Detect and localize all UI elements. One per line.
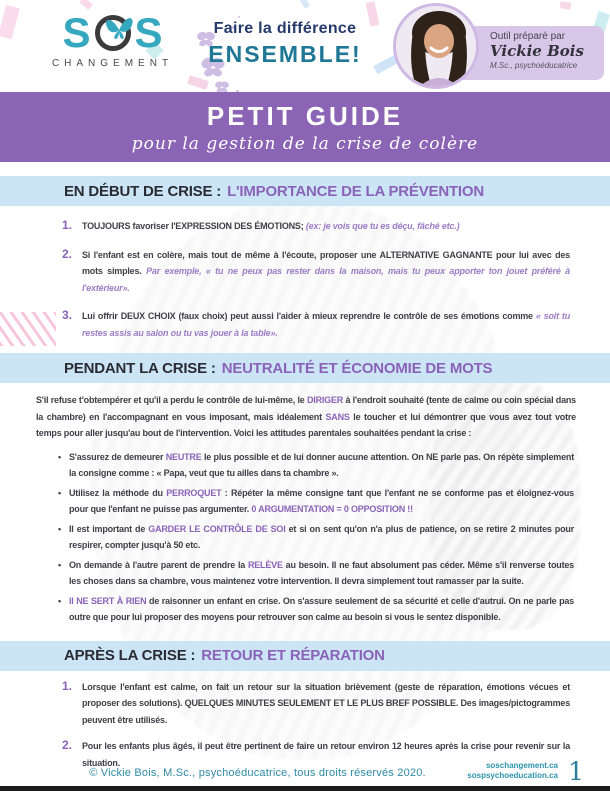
- prepared-by-label: Outil préparé par: [490, 31, 566, 42]
- copyright-text: © Vickie Bois, M.Sc., psychoéducatrice, tous droits réservés 2020.: [89, 767, 426, 779]
- section-heading-purple: NEUTRALITÉ ET ÉCONOMIE DE MOTS: [221, 359, 493, 377]
- bullet-glyph: •: [58, 451, 62, 462]
- section-3-heading: [0, 641, 610, 671]
- item-number: 3.: [62, 308, 73, 322]
- item-number: 2.: [62, 738, 73, 752]
- guide-subtitle: pour la gestion de la crise de colère: [131, 134, 479, 154]
- bottom-bar: [0, 786, 610, 791]
- page-number: 1: [568, 757, 584, 786]
- item-number: 1.: [62, 218, 73, 232]
- tagline: [190, 20, 380, 68]
- section-heading-purple: RETOUR ET RÉPARATION: [201, 647, 385, 664]
- section-1-list: [0, 206, 610, 341]
- bullet-text: On demande à l'autre parent de prendre la RELÈVE au besoin. Il ne faut absolument pas céder. Même s'il renverse toutes les choses dans sa chambre, vous maintenez votre intervention. Il devra simplement tout ramasser par la suite.: [69, 559, 574, 586]
- title-banner: [0, 92, 610, 162]
- logo-subtitle: CHANGEMENT: [51, 58, 174, 69]
- website-url-2: sospsychoeducation.ca: [467, 771, 558, 780]
- bullet-item: [58, 449, 574, 482]
- section-heading-dark: APRÈS LA CRISE :: [64, 647, 196, 664]
- bullet-item: [58, 521, 574, 554]
- confetti-decoration: [559, 1, 571, 10]
- bullet-glyph: •: [58, 487, 62, 498]
- numbered-item: [62, 308, 570, 341]
- page-header: [0, 0, 610, 92]
- item-text: Lui offrir DEUX CHOIX (faux choix) peut aussi l'aider à mieux reprendre le contrôle de ses émotions comme « soit tu restes assis au salon ou tu vas jouer à la table».: [82, 311, 570, 338]
- item-text: Si l'enfant est en colère, mais tout de même à l'écoute, proposer une ALTERNATIVE GAGNANTE pour lui avec des mots simples. Par exemple, « tu ne peux pas rester dans la maison, mais tu peux apporter ton jouet préféré à l'extérieur».: [82, 249, 570, 293]
- bullet-item: [58, 557, 574, 590]
- section-2-heading: [0, 353, 610, 383]
- item-number: 2.: [62, 246, 73, 261]
- bullet-item: [58, 593, 574, 626]
- confetti-decoration: [0, 5, 20, 40]
- section-heading-dark: PENDANT LA CRISE :: [64, 359, 216, 377]
- document-body: [0, 162, 610, 781]
- website-url-1: soschangement.ca: [485, 761, 558, 770]
- bullet-glyph: •: [58, 559, 62, 570]
- numbered-item: [62, 247, 570, 297]
- item-text: TOUJOURS favoriser l'EXPRESSION DES ÉMOTIONS; (ex: je vois que tu es déçu, fâché etc.): [82, 221, 460, 231]
- section-2-list: [0, 446, 610, 637]
- logo-letter-s: S: [134, 9, 163, 56]
- logo-o-ring: [95, 15, 131, 51]
- numbered-item: [62, 679, 570, 729]
- dot-decoration: [238, 16, 240, 18]
- section-heading-dark: EN DÉBUT DE CRISE :: [64, 182, 222, 200]
- tagline-line1: Faire la différence: [213, 20, 357, 37]
- sos-changement-logo: [40, 10, 185, 69]
- item-text: Lorsque l'enfant est calme, on fait un retour sur la situation brièvement (geste de réparation, émotions vécues et proposer des solutions). QUELQUES MINUTES SEULEMENT ET LE PLUS BREF POSSIBLE. Des images/pictogrammes peuvent être utilisés.: [82, 681, 570, 725]
- numbered-item: [62, 218, 570, 235]
- bullet-text: Il est important de GARDER LE CONTRÔLE DE SOI et si on sent qu'on n'a plus de patience, on se retire 2 minutes pour respirer, compter jusqu'à 50 etc.: [69, 523, 574, 550]
- author-avatar: [393, 3, 479, 89]
- item-text: Pour les enfants plus âgés, il peut être pertinent de faire un retour environ 12 heures après la crise pour revenir sur la situation.: [82, 741, 570, 768]
- bullet-text: Il NE SERT À RIEN de raisonner un enfant en crise. On s'assure seulement de sa sécurité et celle d'autrui. On ne parle pas outre que pour lui proposer des moyens pour retrouver son calme au besoin si vous le sentez disponible.: [69, 595, 574, 622]
- confetti-decoration: [300, 0, 310, 9]
- tagline-line2: ENSEMBLE!: [208, 41, 362, 67]
- bullet-item: [58, 485, 574, 518]
- logo-letter-s: S: [62, 9, 91, 56]
- bullet-text: S'assurez de demeurer NEUTRE le plus possible et de lui donner aucune attention. On NE parle pas. On répète simplement la consigne comme : « Papa, veut que tu ailles dans ta chambre ».: [69, 451, 574, 478]
- butterfly-icon: [102, 10, 136, 40]
- section-heading-purple: L'IMPORTANCE DE LA PRÉVENTION: [227, 182, 485, 200]
- section-1-heading: [0, 176, 610, 206]
- author-title: M.Sc., psychoéducatrice: [490, 61, 578, 70]
- section-2-intro: S'il refuse t'obtempérer et qu'il a perdu le contrôle de lui-même, le DIRIGER à l'endroit souhaité (tente de calme ou coin spécial dans la chambre) en l'accompagnant en vous imposant, mais idéalement SANS le toucher et lui démontrer que vous avez tout votre temps pour aller jusqu'au bout de l'intervention. Voici les attitudes parentales souhaitées pendant la crise :: [36, 395, 576, 438]
- website-urls: [467, 761, 558, 781]
- bullet-glyph: •: [58, 523, 62, 534]
- bullet-text: Utilisez la méthode du PERROQUET : Répéter la même consigne tant que l'enfant ne se conforme pas et éloignez-vous pour que l'enfant ne puisse pas argumenter. 0 ARGUMENTATION = 0 OPPOSITION !!: [69, 487, 574, 514]
- section-3-list: [0, 671, 610, 772]
- author-name: Vickie Bois: [490, 42, 584, 60]
- item-number: 1.: [62, 678, 73, 693]
- bullet-glyph: •: [58, 595, 62, 606]
- guide-title: PETIT GUIDE: [206, 101, 404, 131]
